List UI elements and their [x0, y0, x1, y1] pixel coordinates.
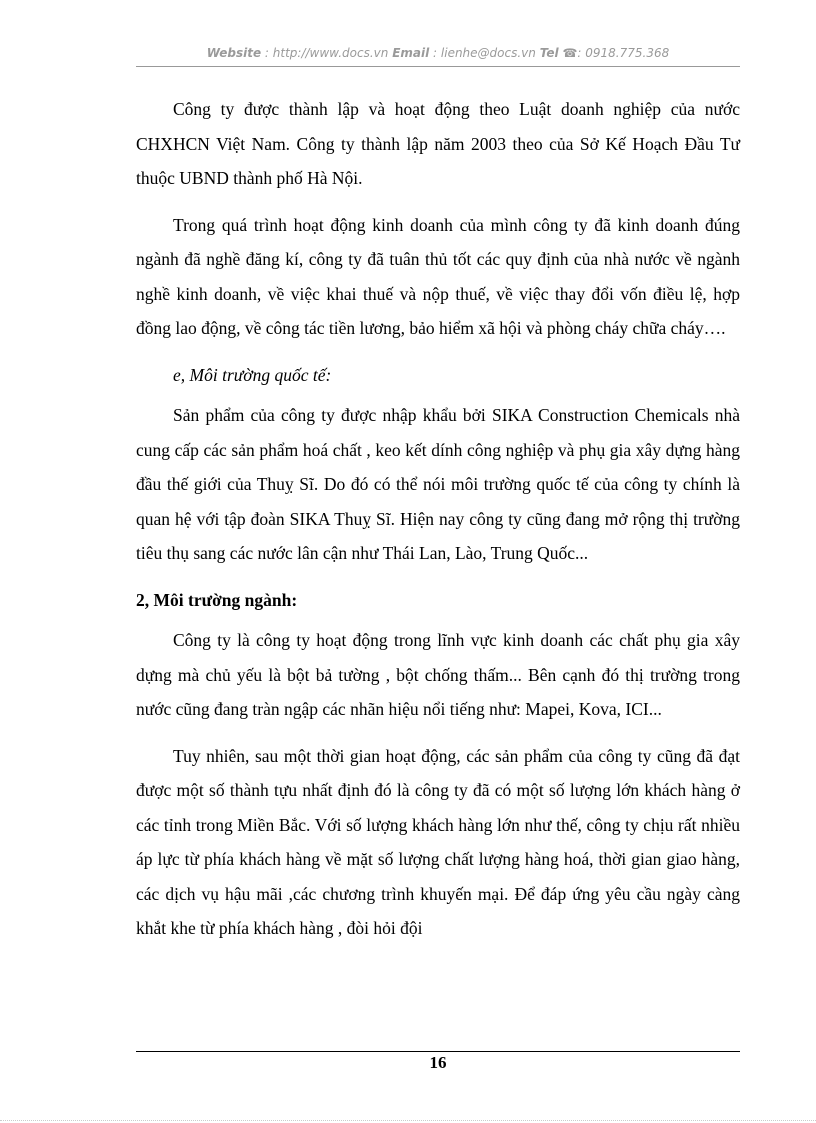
email-label: Email	[392, 46, 430, 60]
email-value: : lienhe@docs.vn	[433, 46, 536, 60]
paragraph-international: Sản phẩm của công ty được nhập khẩu bởi SIKA Construction Chemicals nhà cung cấp các sản phẩm hoá chất , keo kết dính công nghiệp và phụ gia xây dựng hàng đầu thế giới của Thuỵ Sĩ. Do đó có thể nói môi trường quốc tế của công ty chính là quan hệ với tập đoàn SIKA Thuỵ Sĩ. Hiện nay công ty cũng đang mở rộng thị trường tiêu thụ sang các nước lân cận như Thái Lan, Lào, Trung Quốc...	[136, 405, 740, 563]
website-label: Website	[206, 46, 262, 60]
document-body	[136, 92, 740, 958]
paragraph-customers: Tuy nhiên, sau một thời gian hoạt động, các sản phẩm của công ty cũng đã đạt được một số thành tựu nhất định đó là công ty đã có một số lượng lớn khách hàng ở các tỉnh trong Miền Bắc. Với số lượng khách hàng lớn như thế, công ty chịu rất nhiều áp lực từ phía khách hàng về mặt số lượng chất lượng hàng hoá, thời gian giao hàng, các dịch vụ hậu mãi ,các chương trình khuyến mại. Để đáp ứng yêu cầu ngày càng khắt khe từ phía khách hàng , đòi hỏi đội	[136, 745, 740, 938]
page-header	[136, 46, 740, 60]
phone-icon: ☎	[562, 46, 578, 60]
page-bottom-border	[0, 1120, 816, 1121]
tel-label: Tel	[539, 46, 559, 60]
paragraph-business-compliance: Trong quá trình hoạt động kinh doanh của mình công ty đã kinh doanh đúng ngành đã nghề đăng kí, công ty đã tuân thủ tốt các quy định của nhà nước về ngành nghề kinh doanh, về việc khai thuế và nộp thuế, về việc thay đổi vốn điều lệ, hợp đồng lao động, về công tác tiền lương, bảo hiểm xã hội và phòng cháy chữa cháy….	[136, 214, 740, 338]
section-heading-international: e, Môi trường quốc tế:	[173, 364, 332, 385]
section-heading-industry: 2, Môi trường ngành:	[136, 589, 298, 610]
page-number: 16	[429, 1053, 447, 1072]
paragraph-establishment: Công ty được thành lập và hoạt động theo Luật doanh nghiệp của nước CHXHCN Việt Nam. Công ty thành lập năm 2003 theo của Sở Kế Hoạch Đầu Tư thuộc UBND thành phố Hà Nội.	[136, 99, 740, 188]
tel-value: : 0918.775.368	[577, 46, 670, 60]
header-divider	[136, 66, 740, 67]
footer-divider	[136, 1051, 740, 1052]
paragraph-industry: Công ty là công ty hoạt động trong lĩnh vực kinh doanh các chất phụ gia xây dựng mà chủ yếu là bột bả tường , bột chống thấm... Bên cạnh đó thị trường trong nước cũng đang tràn ngập các nhãn hiệu nổi tiếng như: Mapei, Kova, ICI...	[136, 630, 740, 719]
website-value: : http://www.docs.vn	[264, 46, 389, 60]
